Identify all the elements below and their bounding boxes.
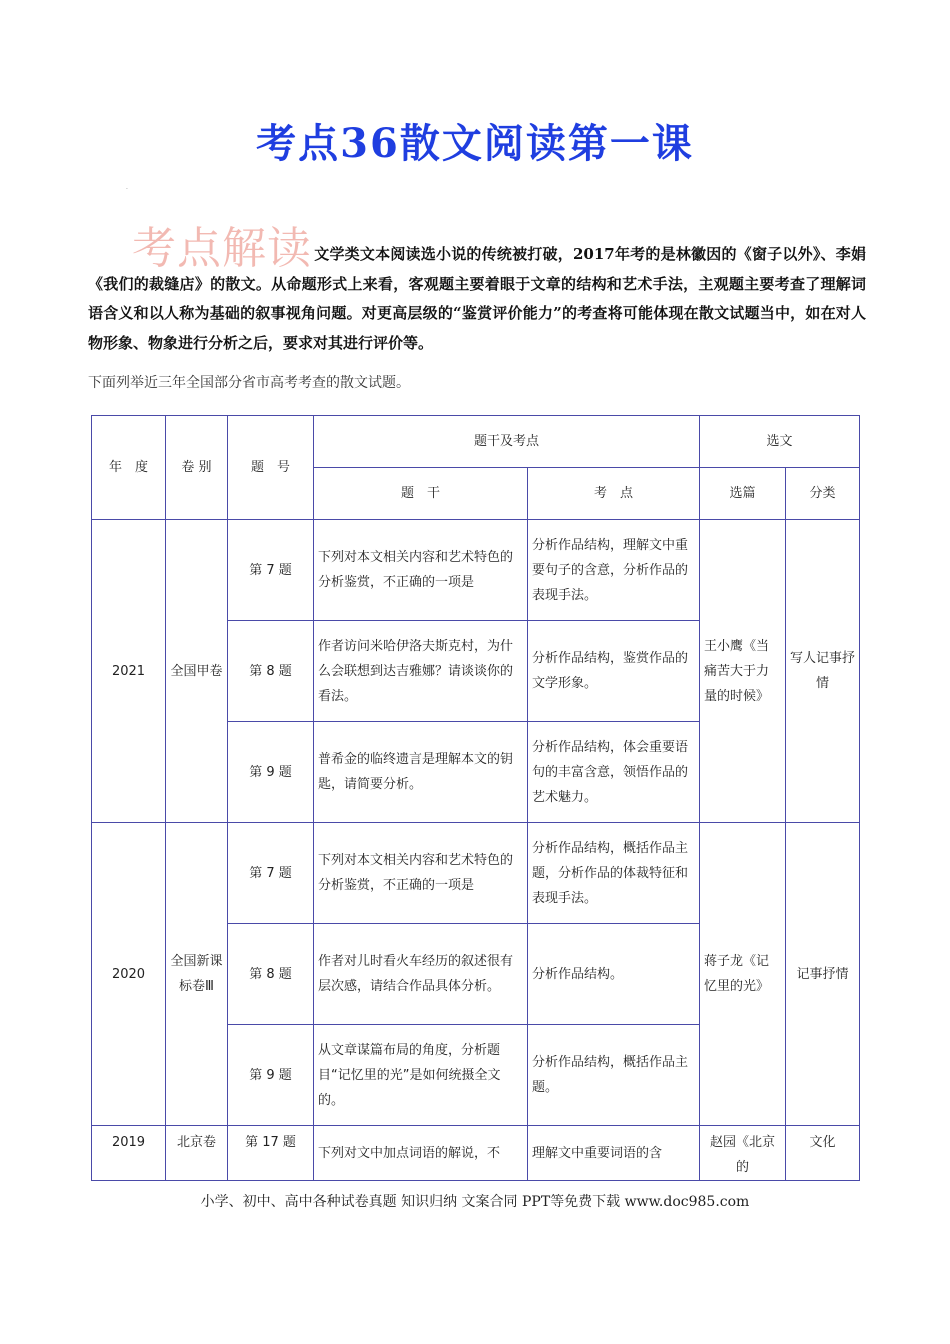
header-question-group: 题干及考点 [314,416,700,468]
stem-cell: 下列对文中加点词语的解说，不 [314,1126,528,1181]
number-cell: 第 9 题 [228,722,314,823]
table-row [92,823,860,924]
year-cell: 2019 [92,1126,166,1181]
header-year: 年 度 [92,416,166,520]
category-cell: 文化 [786,1126,860,1181]
table-row [92,1126,860,1181]
intro-paragraph [88,240,866,358]
number-cell: 第 8 题 [228,621,314,722]
header-stem: 题 干 [314,468,528,520]
point-cell: 理解文中重要词语的含 [528,1126,700,1181]
article-cell: 赵园《北京的 [700,1126,786,1181]
point-cell: 分析作品结构，体会重要语句的丰富含意，领悟作品的艺术魅力。 [528,722,700,823]
exam-table [91,415,860,1181]
number-cell: 第 7 题 [228,520,314,621]
year-cell: 2020 [92,823,166,1126]
paper-cell: 北京卷 [166,1126,228,1181]
number-cell: 第 17 题 [228,1126,314,1181]
stem-cell: 下列对本文相关内容和艺术特色的分析鉴赏，不正确的一项是 [314,823,528,924]
section-badge: 考点解读 [132,223,312,274]
decorative-dot: · [126,186,128,193]
stem-cell: 作者访问米哈伊洛夫斯克村，为什么会联想到达吉雅娜？请谈谈你的看法。 [314,621,528,722]
intro-text: 文学类文本阅读选小说的传统被打破，2017年考的是林徽因的《窗子以外》、李娟《我们的裁缝店》的散文。从命题形式上来看，客观题主要着眼于文章的结构和艺术手法，主观题主要考查了理解词语含义和以人称为基础的叙事视角问题。对更高层级的“鉴赏评价能力”的考查将可能体现在散文试题当中，如在对人物形象、物象进行分析之后，要求对其进行评价等。 [88,245,866,352]
stem-cell: 从文章谋篇布局的角度，分析题目“记忆里的光”是如何统摄全文的。 [314,1025,528,1126]
header-category: 分类 [786,468,860,520]
stem-cell: 普希金的临终遗言是理解本文的钥匙，请简要分析。 [314,722,528,823]
header-paper: 卷 别 [166,416,228,520]
paper-cell: 全国甲卷 [166,520,228,823]
point-cell: 分析作品结构。 [528,924,700,1025]
category-cell: 记事抒情 [786,823,860,1126]
category-cell: 写人记事抒情 [786,520,860,823]
header-number: 题 号 [228,416,314,520]
page-title: 考点36散文阅读第一课 [256,120,694,167]
year-cell: 2021 [92,520,166,823]
point-cell: 分析作品结构，理解文中重要句子的含意，分析作品的表现手法。 [528,520,700,621]
article-cell: 王小鹰《当痛苦大于力量的时候》 [700,520,786,823]
point-cell: 分析作品结构，概括作品主题，分析作品的体裁特征和表现手法。 [528,823,700,924]
point-cell: 分析作品结构，概括作品主题。 [528,1025,700,1126]
article-cell: 蒋子龙《记忆里的光》 [700,823,786,1126]
stem-cell: 作者对儿时看火车经历的叙述很有层次感，请结合作品具体分析。 [314,924,528,1025]
page-footer: 小学、初中、高中各种试卷真题 知识归纳 文案合同 PPT等免费下载 www.doc985.com [200,1194,750,1210]
number-cell: 第 8 题 [228,924,314,1025]
header-selection-group: 选文 [700,416,860,468]
header-point: 考 点 [528,468,700,520]
paper-cell: 全国新课标卷Ⅲ [166,823,228,1126]
point-cell: 分析作品结构，鉴赏作品的文学形象。 [528,621,700,722]
lead-sentence: 下面列举近三年全国部分省市高考考查的散文试题。 [88,375,410,391]
number-cell: 第 9 题 [228,1025,314,1126]
table-row [92,520,860,621]
header-article: 选篇 [700,468,786,520]
header-row-1 [92,416,860,468]
stem-cell: 下列对本文相关内容和艺术特色的分析鉴赏，不正确的一项是 [314,520,528,621]
number-cell: 第 7 题 [228,823,314,924]
